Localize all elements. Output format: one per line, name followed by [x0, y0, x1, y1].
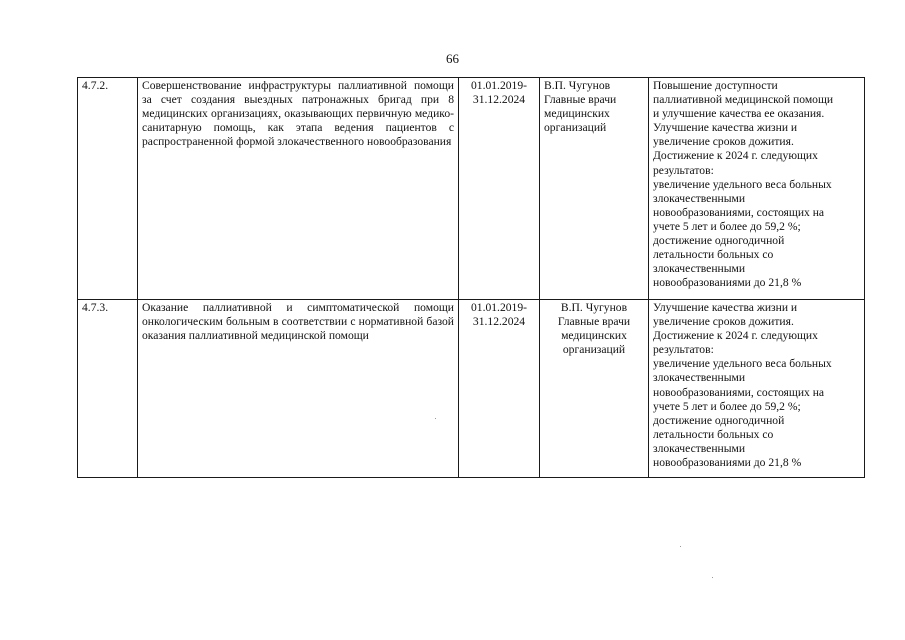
responsible-cell [540, 78, 649, 300]
result-line: летальности больных со [653, 248, 774, 262]
result-line: летальности больных со [653, 427, 774, 441]
expected-result-cell [649, 78, 865, 300]
result-line: учете 5 лет и более до 59,2 %; [653, 399, 801, 413]
responsible-person: В.П. Чугунов [544, 79, 611, 92]
result-line: увеличение удельного веса больных [653, 357, 832, 371]
measure-description-cell: Совершенствование инфраструктуры паллиативной помощи за счет создания выездных патронажных бригад при 8 медицинских организациях, оказывающих первичную медико-санитарную помощь, как этапа ведения пациентов с распространенной формой злокачественного новообразования [138, 78, 459, 300]
item-number-cell: 4.7.3. [78, 300, 138, 478]
result-line: новообразованиями до 21,8 % [653, 276, 802, 290]
scan-speck [712, 577, 713, 578]
result-line: новообразованиями, состоящих на [653, 385, 825, 399]
result-line: злокачественными [653, 441, 746, 455]
result-line: Достижение к 2024 г. следующих [653, 149, 818, 163]
result-line: злокачественными [653, 371, 746, 385]
result-line: результатов: [653, 343, 714, 357]
measures-table [77, 77, 865, 478]
result-line: новообразованиями, состоящих на [653, 205, 825, 219]
responsible-line: организаций [544, 121, 607, 135]
result-line: новообразованиями до 21,8 % [653, 456, 802, 470]
expected-result-cell [649, 300, 865, 478]
result-line: увеличение сроков дожития. [653, 135, 794, 149]
scan-speck [680, 546, 681, 547]
result-line: результатов: [653, 163, 714, 177]
result-line: достижение одногодичной [653, 234, 785, 248]
period-end: 31.12.2024 [472, 93, 526, 107]
result-line: Улучшение качества жизни и [653, 301, 798, 314]
responsible-person: В.П. Чугунов [560, 301, 628, 314]
page-number: 66 [446, 51, 459, 66]
responsible-line: организаций [562, 343, 626, 357]
result-line: увеличение сроков дожития. [653, 315, 794, 329]
item-number-cell: 4.7.2. [78, 78, 138, 300]
table-row [78, 300, 865, 478]
responsible-line: Главные врачи [557, 315, 631, 329]
result-line: учете 5 лет и более до 59,2 %; [653, 219, 801, 233]
scan-speck [435, 418, 436, 419]
result-line: увеличение удельного веса больных [653, 177, 832, 191]
result-line: паллиативной медицинской помощи [653, 93, 834, 107]
period-end: 31.12.2024 [472, 315, 526, 329]
result-line: Достижение к 2024 г. следующих [653, 329, 818, 343]
period-start: 01.01.2019- [470, 301, 528, 314]
responsible-line: медицинских [561, 329, 627, 343]
result-line: достижение одногодичной [653, 413, 785, 427]
table-row [78, 78, 865, 300]
responsible-line: Главные врачи [544, 93, 617, 107]
measure-description-cell: Оказание паллиативной и симптоматической помощи онкологическим больным в соответствии с нормативной базой оказания паллиативной медицинской помощи [138, 300, 459, 478]
result-line: Повышение доступности [653, 79, 778, 92]
responsible-line: медицинских [544, 107, 610, 121]
result-line: злокачественными [653, 262, 746, 276]
result-line: Улучшение качества жизни и [653, 121, 798, 135]
responsible-cell [540, 300, 649, 478]
result-line: и улучшение качества ее оказания. [653, 107, 825, 121]
period-start: 01.01.2019- [470, 79, 528, 92]
period-cell [459, 300, 540, 478]
period-cell [459, 78, 540, 300]
result-line: злокачественными [653, 191, 746, 205]
